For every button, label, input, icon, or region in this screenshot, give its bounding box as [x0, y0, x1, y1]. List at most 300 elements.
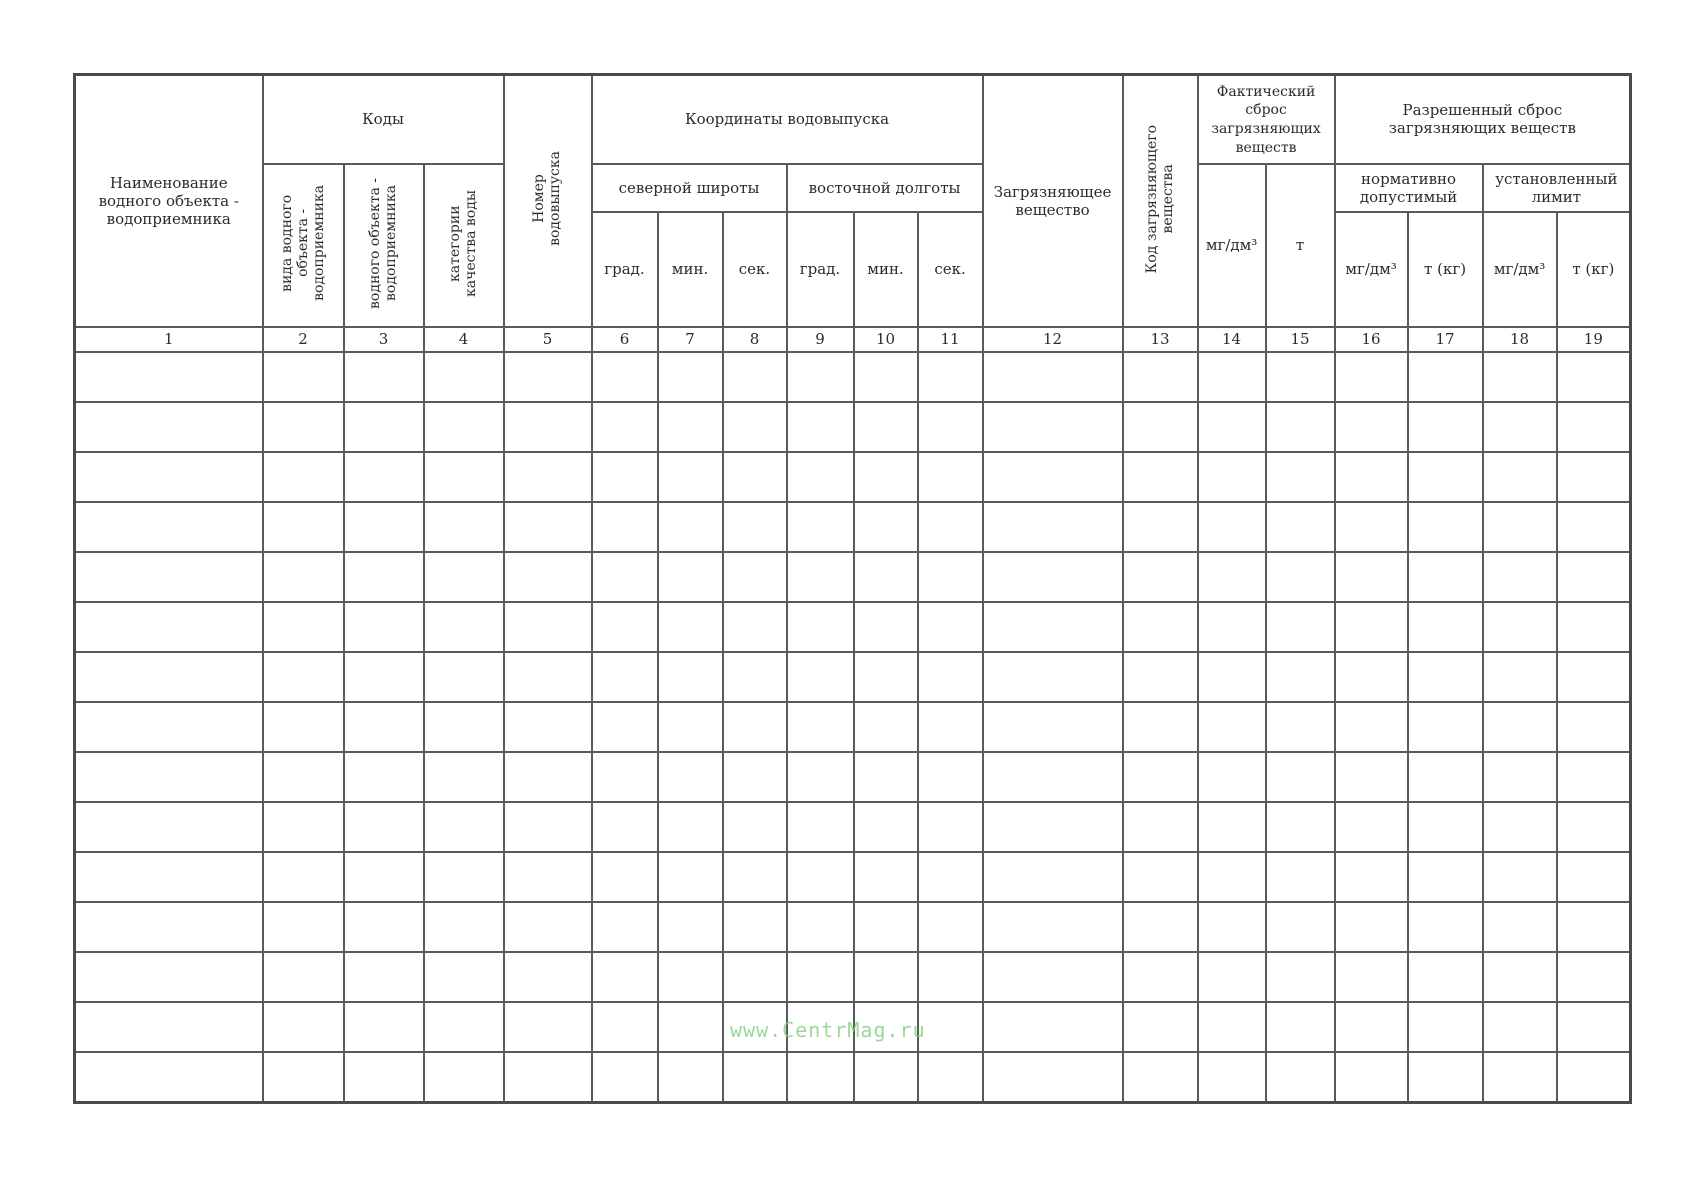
- table-cell[interactable]: [344, 702, 424, 752]
- table-cell[interactable]: [424, 452, 504, 502]
- table-cell[interactable]: [1408, 352, 1483, 402]
- table-cell[interactable]: [723, 952, 787, 1002]
- table-cell[interactable]: [1123, 1052, 1198, 1103]
- table-cell[interactable]: [424, 602, 504, 652]
- table-cell[interactable]: [592, 352, 658, 402]
- table-cell[interactable]: [1266, 1052, 1335, 1103]
- table-cell[interactable]: [504, 552, 592, 602]
- table-cell[interactable]: [854, 352, 918, 402]
- header-lon-min-label: мин.: [867, 260, 904, 278]
- table-cell[interactable]: [424, 752, 504, 802]
- table-cell[interactable]: [1557, 702, 1631, 752]
- table-cell[interactable]: [1557, 352, 1631, 402]
- table-cell[interactable]: [658, 502, 723, 552]
- table-cell[interactable]: [75, 902, 263, 952]
- table-cell[interactable]: [723, 402, 787, 452]
- table-cell[interactable]: [1557, 1052, 1631, 1103]
- table-cell[interactable]: [424, 552, 504, 602]
- table-cell[interactable]: [983, 652, 1123, 702]
- table-cell[interactable]: [263, 602, 344, 652]
- table-cell[interactable]: [263, 452, 344, 502]
- table-cell[interactable]: [1266, 702, 1335, 752]
- table-cell[interactable]: [918, 702, 983, 752]
- table-cell[interactable]: [592, 952, 658, 1002]
- table-cell[interactable]: [1483, 652, 1557, 702]
- table-cell[interactable]: [1335, 852, 1408, 902]
- table-cell[interactable]: [983, 852, 1123, 902]
- table-cell[interactable]: [983, 702, 1123, 752]
- table-cell[interactable]: [504, 1002, 592, 1052]
- table-cell[interactable]: [1483, 952, 1557, 1002]
- table-cell[interactable]: [1483, 452, 1557, 502]
- table-cell[interactable]: [1335, 1002, 1408, 1052]
- table-cell[interactable]: [983, 1052, 1123, 1103]
- table-cell[interactable]: [1408, 752, 1483, 802]
- table-row: [75, 552, 1631, 602]
- table-cell[interactable]: [263, 502, 344, 552]
- table-cell[interactable]: [1198, 952, 1266, 1002]
- table-cell[interactable]: [75, 402, 263, 452]
- table-cell[interactable]: [504, 1052, 592, 1103]
- table-cell[interactable]: [75, 1052, 263, 1103]
- table-cell[interactable]: [263, 552, 344, 602]
- table-cell[interactable]: [1198, 902, 1266, 952]
- table-cell[interactable]: [592, 802, 658, 852]
- table-cell[interactable]: [723, 702, 787, 752]
- table-cell[interactable]: [918, 352, 983, 402]
- table-cell[interactable]: [1198, 752, 1266, 802]
- table-cell[interactable]: [504, 652, 592, 702]
- table-cell[interactable]: [1266, 602, 1335, 652]
- table-cell[interactable]: [1123, 352, 1198, 402]
- table-cell[interactable]: [1335, 352, 1408, 402]
- table-cell[interactable]: [658, 552, 723, 602]
- table-cell[interactable]: [424, 352, 504, 402]
- table-cell[interactable]: [592, 1002, 658, 1052]
- table-cell[interactable]: [344, 802, 424, 852]
- table-cell[interactable]: [1483, 1052, 1557, 1103]
- table-cell[interactable]: [854, 902, 918, 952]
- table-cell[interactable]: [658, 1052, 723, 1103]
- table-cell[interactable]: [1408, 552, 1483, 602]
- table-cell[interactable]: [75, 852, 263, 902]
- header-outlet-number: [504, 75, 592, 327]
- table-cell[interactable]: [1335, 952, 1408, 1002]
- table-cell[interactable]: [1557, 802, 1631, 852]
- table-cell[interactable]: [918, 852, 983, 902]
- table-cell[interactable]: [424, 802, 504, 852]
- table-cell[interactable]: [1483, 852, 1557, 902]
- table-cell[interactable]: [854, 452, 918, 502]
- table-cell[interactable]: [787, 552, 854, 602]
- table-cell[interactable]: [263, 802, 344, 852]
- table-row: [75, 952, 1631, 1002]
- table-cell[interactable]: [1266, 552, 1335, 602]
- table-cell[interactable]: [983, 752, 1123, 802]
- table-cell[interactable]: [1557, 1002, 1631, 1052]
- table-cell[interactable]: [504, 702, 592, 752]
- table-cell[interactable]: [1266, 1002, 1335, 1052]
- table-cell[interactable]: [1123, 652, 1198, 702]
- table-cell[interactable]: [1557, 852, 1631, 902]
- table-cell[interactable]: [1335, 802, 1408, 852]
- table-cell[interactable]: [854, 602, 918, 652]
- table-cell[interactable]: [983, 352, 1123, 402]
- table-cell[interactable]: [1198, 402, 1266, 452]
- table-cell[interactable]: [658, 952, 723, 1002]
- table-cell[interactable]: [1123, 802, 1198, 852]
- column-number-row: [75, 327, 1631, 352]
- table-cell[interactable]: [983, 802, 1123, 852]
- table-cell[interactable]: [1198, 602, 1266, 652]
- table-cell[interactable]: [854, 852, 918, 902]
- table-cell[interactable]: [424, 952, 504, 1002]
- table-cell[interactable]: [1557, 502, 1631, 552]
- table-cell[interactable]: [592, 702, 658, 752]
- table-cell[interactable]: [592, 452, 658, 502]
- table-cell[interactable]: [75, 602, 263, 652]
- header-east-longitude-label: восточной долготы: [808, 178, 961, 197]
- table-cell[interactable]: [1198, 352, 1266, 402]
- table-cell[interactable]: [75, 452, 263, 502]
- table-cell[interactable]: [787, 402, 854, 452]
- table-cell[interactable]: [344, 952, 424, 1002]
- table-cell[interactable]: [723, 452, 787, 502]
- table-cell[interactable]: [1557, 452, 1631, 502]
- table-cell[interactable]: [592, 602, 658, 652]
- table-cell[interactable]: [723, 502, 787, 552]
- table-cell[interactable]: [1408, 502, 1483, 552]
- table-cell[interactable]: [504, 752, 592, 802]
- table-cell[interactable]: [918, 1052, 983, 1103]
- table-cell[interactable]: [983, 902, 1123, 952]
- table-cell[interactable]: [263, 902, 344, 952]
- table-cell[interactable]: [504, 402, 592, 452]
- table-cell[interactable]: [263, 1002, 344, 1052]
- table-cell[interactable]: [1266, 902, 1335, 952]
- table-cell[interactable]: [1557, 602, 1631, 652]
- table-cell[interactable]: [787, 952, 854, 1002]
- table-cell[interactable]: [1557, 902, 1631, 952]
- table-row: [75, 602, 1631, 652]
- table-cell[interactable]: [1198, 452, 1266, 502]
- table-cell[interactable]: [983, 402, 1123, 452]
- table-cell[interactable]: [1483, 1002, 1557, 1052]
- table-cell[interactable]: [1408, 452, 1483, 502]
- table-cell[interactable]: [1123, 502, 1198, 552]
- table-cell[interactable]: [723, 552, 787, 602]
- table-cell[interactable]: [592, 652, 658, 702]
- table-cell[interactable]: [918, 1002, 983, 1052]
- table-cell[interactable]: [723, 652, 787, 702]
- table-body: [75, 352, 1631, 1103]
- table-cell[interactable]: [1335, 502, 1408, 552]
- table-cell[interactable]: [1557, 402, 1631, 452]
- table-cell[interactable]: [787, 852, 854, 902]
- table-cell[interactable]: [918, 902, 983, 952]
- table-cell[interactable]: [854, 802, 918, 852]
- table-cell[interactable]: [854, 1052, 918, 1103]
- table-cell[interactable]: [1408, 852, 1483, 902]
- table-cell[interactable]: [658, 752, 723, 802]
- table-cell[interactable]: [504, 902, 592, 952]
- table-cell[interactable]: [344, 1052, 424, 1103]
- table-cell[interactable]: [658, 852, 723, 902]
- table-cell[interactable]: [1335, 652, 1408, 702]
- table-cell[interactable]: [424, 852, 504, 902]
- table-cell[interactable]: [1335, 552, 1408, 602]
- table-cell[interactable]: [263, 652, 344, 702]
- table-cell[interactable]: [1335, 402, 1408, 452]
- table-cell[interactable]: [75, 652, 263, 702]
- table-cell[interactable]: [658, 702, 723, 752]
- table-cell[interactable]: [263, 752, 344, 802]
- table-cell[interactable]: [723, 752, 787, 802]
- table-cell[interactable]: [1483, 802, 1557, 852]
- table-cell[interactable]: [75, 752, 263, 802]
- table-cell[interactable]: [344, 402, 424, 452]
- table-cell[interactable]: [424, 1002, 504, 1052]
- table-cell[interactable]: [1335, 902, 1408, 952]
- table-cell[interactable]: [1335, 602, 1408, 652]
- table-cell[interactable]: [918, 652, 983, 702]
- table-cell[interactable]: [1198, 852, 1266, 902]
- table-cell[interactable]: [344, 1002, 424, 1052]
- table-cell[interactable]: [854, 952, 918, 1002]
- table-cell[interactable]: [983, 452, 1123, 502]
- table-cell[interactable]: [918, 452, 983, 502]
- table-cell[interactable]: [658, 802, 723, 852]
- table-cell[interactable]: [344, 902, 424, 952]
- table-cell[interactable]: [1483, 602, 1557, 652]
- table-cell[interactable]: [787, 902, 854, 952]
- table-cell[interactable]: [918, 402, 983, 452]
- table-cell[interactable]: [504, 452, 592, 502]
- header-code-category: [424, 164, 504, 327]
- table-cell[interactable]: [1123, 1002, 1198, 1052]
- table-cell[interactable]: [854, 402, 918, 452]
- table-cell[interactable]: [723, 1052, 787, 1103]
- table-cell[interactable]: [1335, 702, 1408, 752]
- header-lat-sec: [723, 212, 787, 327]
- table-cell[interactable]: [1335, 452, 1408, 502]
- table-cell[interactable]: [592, 402, 658, 452]
- table-cell[interactable]: [1123, 402, 1198, 452]
- table-cell[interactable]: [787, 752, 854, 802]
- table-cell[interactable]: [344, 452, 424, 502]
- table-cell[interactable]: [787, 602, 854, 652]
- table-cell[interactable]: [1266, 502, 1335, 552]
- table-cell[interactable]: [854, 652, 918, 702]
- table-cell[interactable]: [723, 802, 787, 852]
- table-cell[interactable]: [1408, 702, 1483, 752]
- table-cell[interactable]: [504, 952, 592, 1002]
- table-cell[interactable]: [1483, 352, 1557, 402]
- table-cell[interactable]: [918, 802, 983, 852]
- table-cell[interactable]: [263, 1052, 344, 1103]
- table-cell[interactable]: [1198, 1052, 1266, 1103]
- table-cell[interactable]: [1408, 802, 1483, 852]
- table-cell[interactable]: [1266, 802, 1335, 852]
- table-cell[interactable]: [344, 352, 424, 402]
- table-cell[interactable]: [504, 352, 592, 402]
- table-cell[interactable]: [1123, 752, 1198, 802]
- table-cell[interactable]: [263, 402, 344, 452]
- table-cell[interactable]: [787, 702, 854, 752]
- table-cell[interactable]: [1408, 1052, 1483, 1103]
- table-cell[interactable]: [1198, 702, 1266, 752]
- table-cell[interactable]: [983, 1002, 1123, 1052]
- table-cell[interactable]: [1198, 552, 1266, 602]
- table-cell[interactable]: [1123, 852, 1198, 902]
- table-cell[interactable]: [983, 552, 1123, 602]
- table-cell[interactable]: [1198, 1002, 1266, 1052]
- table-cell[interactable]: [344, 552, 424, 602]
- table-cell[interactable]: [1198, 802, 1266, 852]
- table-cell[interactable]: [658, 352, 723, 402]
- table-cell[interactable]: [658, 1002, 723, 1052]
- table-cell[interactable]: [1335, 1052, 1408, 1103]
- table-cell[interactable]: [263, 352, 344, 402]
- table-cell[interactable]: [344, 752, 424, 802]
- table-cell[interactable]: [1408, 402, 1483, 452]
- header-code-type: [263, 164, 344, 327]
- table-cell[interactable]: [658, 652, 723, 702]
- table-cell[interactable]: [983, 602, 1123, 652]
- table-cell[interactable]: [787, 802, 854, 852]
- table-cell[interactable]: [1408, 902, 1483, 952]
- table-cell[interactable]: [344, 652, 424, 702]
- table-cell[interactable]: [787, 652, 854, 702]
- table-cell[interactable]: [263, 852, 344, 902]
- table-cell[interactable]: [424, 502, 504, 552]
- table-cell[interactable]: [424, 702, 504, 752]
- table-cell[interactable]: [1408, 652, 1483, 702]
- table-cell[interactable]: [1408, 952, 1483, 1002]
- table-cell[interactable]: [75, 802, 263, 852]
- table-cell[interactable]: [592, 502, 658, 552]
- table-cell[interactable]: [983, 502, 1123, 552]
- table-cell[interactable]: [592, 752, 658, 802]
- table-cell[interactable]: [854, 752, 918, 802]
- table-cell[interactable]: [1266, 852, 1335, 902]
- table-cell[interactable]: [344, 502, 424, 552]
- table-cell[interactable]: [658, 452, 723, 502]
- table-cell[interactable]: [1198, 502, 1266, 552]
- table-cell[interactable]: [723, 602, 787, 652]
- table-cell[interactable]: [1123, 552, 1198, 602]
- table-cell[interactable]: [1266, 752, 1335, 802]
- table-cell[interactable]: [424, 652, 504, 702]
- table-cell[interactable]: [1557, 552, 1631, 602]
- table-cell[interactable]: [1557, 652, 1631, 702]
- header-lon-deg-label: град.: [799, 260, 841, 278]
- table-cell[interactable]: [504, 852, 592, 902]
- table-cell[interactable]: [75, 1002, 263, 1052]
- table-cell[interactable]: [787, 352, 854, 402]
- table-cell[interactable]: [1483, 702, 1557, 752]
- table-cell[interactable]: [854, 552, 918, 602]
- table-cell[interactable]: [1408, 602, 1483, 652]
- table-cell[interactable]: [918, 552, 983, 602]
- table-cell[interactable]: [1198, 652, 1266, 702]
- table-cell[interactable]: [658, 402, 723, 452]
- table-cell[interactable]: [1557, 752, 1631, 802]
- table-cell[interactable]: [1266, 652, 1335, 702]
- table-cell[interactable]: [1483, 402, 1557, 452]
- table-cell[interactable]: [787, 1052, 854, 1103]
- table-cell[interactable]: [658, 902, 723, 952]
- table-cell[interactable]: [75, 502, 263, 552]
- table-cell[interactable]: [75, 952, 263, 1002]
- table-cell[interactable]: [1123, 702, 1198, 752]
- table-cell[interactable]: [918, 602, 983, 652]
- table-cell[interactable]: [918, 752, 983, 802]
- table-cell[interactable]: [592, 552, 658, 602]
- table-cell[interactable]: [504, 602, 592, 652]
- table-cell[interactable]: [723, 352, 787, 402]
- header-code-category-label: категории качества воды: [447, 189, 480, 297]
- table-cell[interactable]: [344, 602, 424, 652]
- table-cell[interactable]: [1483, 902, 1557, 952]
- table-cell[interactable]: [918, 952, 983, 1002]
- column-number: 15: [1266, 327, 1335, 352]
- table-cell[interactable]: [1123, 452, 1198, 502]
- table-cell[interactable]: [344, 852, 424, 902]
- table-cell[interactable]: [424, 1052, 504, 1103]
- column-number: 14: [1198, 327, 1266, 352]
- table-cell[interactable]: [983, 952, 1123, 1002]
- table-cell[interactable]: [75, 552, 263, 602]
- table-cell[interactable]: [723, 902, 787, 952]
- table-cell[interactable]: [424, 402, 504, 452]
- table-cell[interactable]: [918, 502, 983, 552]
- table-cell[interactable]: [1123, 902, 1198, 952]
- table-cell[interactable]: [1408, 1002, 1483, 1052]
- table-cell[interactable]: [75, 702, 263, 752]
- table-cell[interactable]: [1483, 552, 1557, 602]
- table-cell[interactable]: [504, 502, 592, 552]
- table-cell[interactable]: [1557, 952, 1631, 1002]
- table-cell[interactable]: [504, 802, 592, 852]
- table-cell[interactable]: [75, 352, 263, 402]
- table-cell[interactable]: [263, 952, 344, 1002]
- table-cell[interactable]: [787, 452, 854, 502]
- table-cell[interactable]: [723, 852, 787, 902]
- header-actual-t-label: т: [1295, 236, 1305, 254]
- table-cell[interactable]: [1123, 602, 1198, 652]
- column-number: 8: [723, 327, 787, 352]
- table-cell[interactable]: [1266, 402, 1335, 452]
- table-cell[interactable]: [424, 902, 504, 952]
- header-pollutant: [983, 75, 1123, 327]
- table-cell[interactable]: [787, 502, 854, 552]
- table-cell[interactable]: [1335, 752, 1408, 802]
- table-cell[interactable]: [658, 602, 723, 652]
- table-cell[interactable]: [592, 902, 658, 952]
- table-cell[interactable]: [1266, 452, 1335, 502]
- table-cell[interactable]: [854, 702, 918, 752]
- table-cell[interactable]: [1483, 752, 1557, 802]
- table-cell[interactable]: [263, 702, 344, 752]
- table-cell[interactable]: [1266, 952, 1335, 1002]
- table-cell[interactable]: [592, 852, 658, 902]
- table-cell[interactable]: [1266, 352, 1335, 402]
- table-cell[interactable]: [592, 1052, 658, 1103]
- table-cell[interactable]: [1123, 952, 1198, 1002]
- table-cell[interactable]: [1483, 502, 1557, 552]
- table-cell[interactable]: [854, 502, 918, 552]
